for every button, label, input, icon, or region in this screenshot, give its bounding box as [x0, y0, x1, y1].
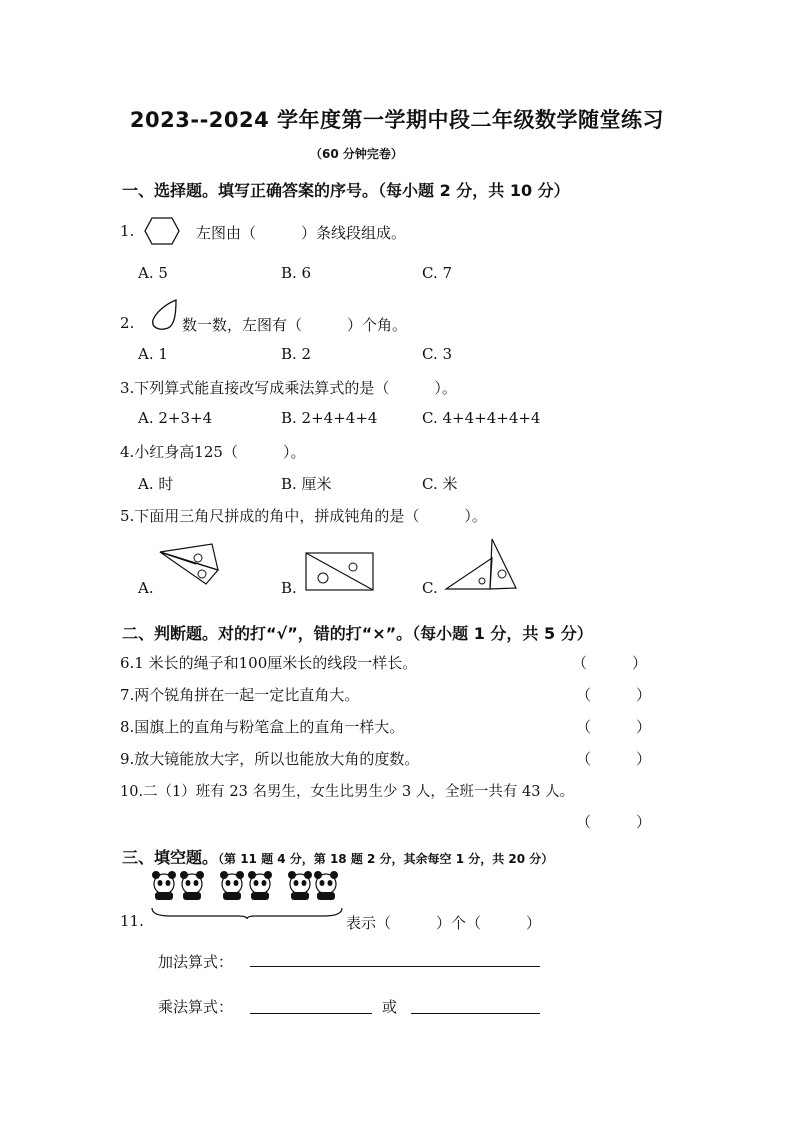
- judge-item-10: 10.二（1）班有 23 名男生，女生比男生少 3 人，全班一共有 43 人。: [120, 784, 575, 800]
- multiplication-answer-line-2[interactable]: [411, 1013, 540, 1014]
- q3-option-a: A. 2+3+4: [138, 409, 213, 427]
- q4-option-b: B. 厘米: [281, 475, 332, 493]
- judge-item-8: 8.国旗上的直角与粉笔盒上的直角一样大。: [120, 718, 405, 736]
- set-square-figure-a: [158, 542, 222, 588]
- panda-icon: [180, 871, 204, 900]
- judge-bracket-8: （ ）: [576, 718, 652, 736]
- q5-label-a: A.: [138, 579, 154, 597]
- q2-number: 2.: [120, 314, 135, 332]
- q1-option-b: B. 6: [281, 264, 312, 282]
- section-2-heading: 二、判断题。对的打“√”，错的打“×”。（每小题 1 分，共 5 分）: [122, 624, 593, 643]
- q5-text: 5.下面用三角尺拼成的角中，拼成钝角的是（ ）。: [120, 507, 487, 525]
- teardrop-shape-icon: [148, 298, 180, 332]
- panda-icon: [288, 871, 312, 900]
- addition-label: 加法算式：: [158, 953, 234, 971]
- judge-item-6: 6.1 米长的绳子和100厘米长的线段一样长。: [120, 654, 418, 672]
- judge-item-9: 9.放大镜能放大字，所以也能放大角的度数。: [120, 750, 420, 768]
- q2-option-c: C. 3: [422, 345, 453, 363]
- judge-bracket-7: （ ）: [576, 686, 652, 704]
- q3-option-c: C. 4+4+4+4+4: [422, 409, 541, 427]
- multiplication-answer-line-1[interactable]: [250, 1013, 372, 1014]
- panda-icon: [314, 871, 338, 900]
- hexagon-icon: [144, 217, 180, 245]
- section-3-heading: [122, 845, 553, 868]
- section-3-heading-note: （第 11 题 4 分，第 18 题 2 分，其余每空 1 分，共 20 分）: [218, 852, 554, 866]
- addition-answer-line[interactable]: [250, 966, 540, 967]
- panda-group-figure: [152, 868, 342, 902]
- q4-option-a: A. 时: [138, 475, 174, 493]
- judge-item-7: 7.两个锐角拼在一起一定比直角大。: [120, 686, 360, 704]
- judge-bracket-9: （ ）: [576, 750, 652, 768]
- page-subtitle: （60 分钟完卷）: [310, 147, 403, 161]
- q2-option-b: B. 2: [281, 345, 312, 363]
- or-label: 或: [382, 998, 398, 1016]
- set-square-figure-b: [305, 552, 375, 592]
- page-title: 2023--2024 学年度第一学期中段二年级数学随堂练习: [129, 108, 665, 132]
- q5-label-b: B.: [281, 579, 297, 597]
- q2-option-a: A. 1: [138, 345, 168, 363]
- q3-option-b: B. 2+4+4+4: [281, 409, 378, 427]
- multiplication-label: 乘法算式：: [158, 998, 234, 1016]
- q11-text: 表示（ ）个（ ）: [346, 914, 542, 932]
- brace-icon: [150, 906, 344, 920]
- set-square-figure-c: [444, 538, 520, 592]
- q2-text: 数一数，左图有（ ）个角。: [182, 316, 408, 334]
- panda-icon: [220, 871, 244, 900]
- panda-icon: [152, 871, 176, 900]
- q5-label-c: C.: [422, 579, 438, 597]
- q1-option-a: A. 5: [138, 264, 168, 282]
- q4-option-c: C. 米: [422, 475, 458, 493]
- panda-icon: [248, 871, 272, 900]
- judge-bracket-10: （ ）: [576, 813, 652, 831]
- section-3-heading-main: 三、填空题。: [122, 848, 219, 867]
- judge-bracket-6: （ ）: [572, 654, 648, 672]
- q1-option-c: C. 7: [422, 264, 453, 282]
- q11-number: 11.: [120, 912, 144, 930]
- q1-text: 左图由（ ）条线段组成。: [196, 224, 407, 242]
- q3-text: 3.下列算式能直接改写成乘法算式的是（ ）。: [120, 379, 457, 397]
- q4-text: 4.小红身高125（ ）。: [120, 443, 306, 461]
- q1-number: 1.: [120, 222, 135, 240]
- section-1-heading: 一、选择题。填写正确答案的序号。（每小题 2 分，共 10 分）: [122, 181, 570, 200]
